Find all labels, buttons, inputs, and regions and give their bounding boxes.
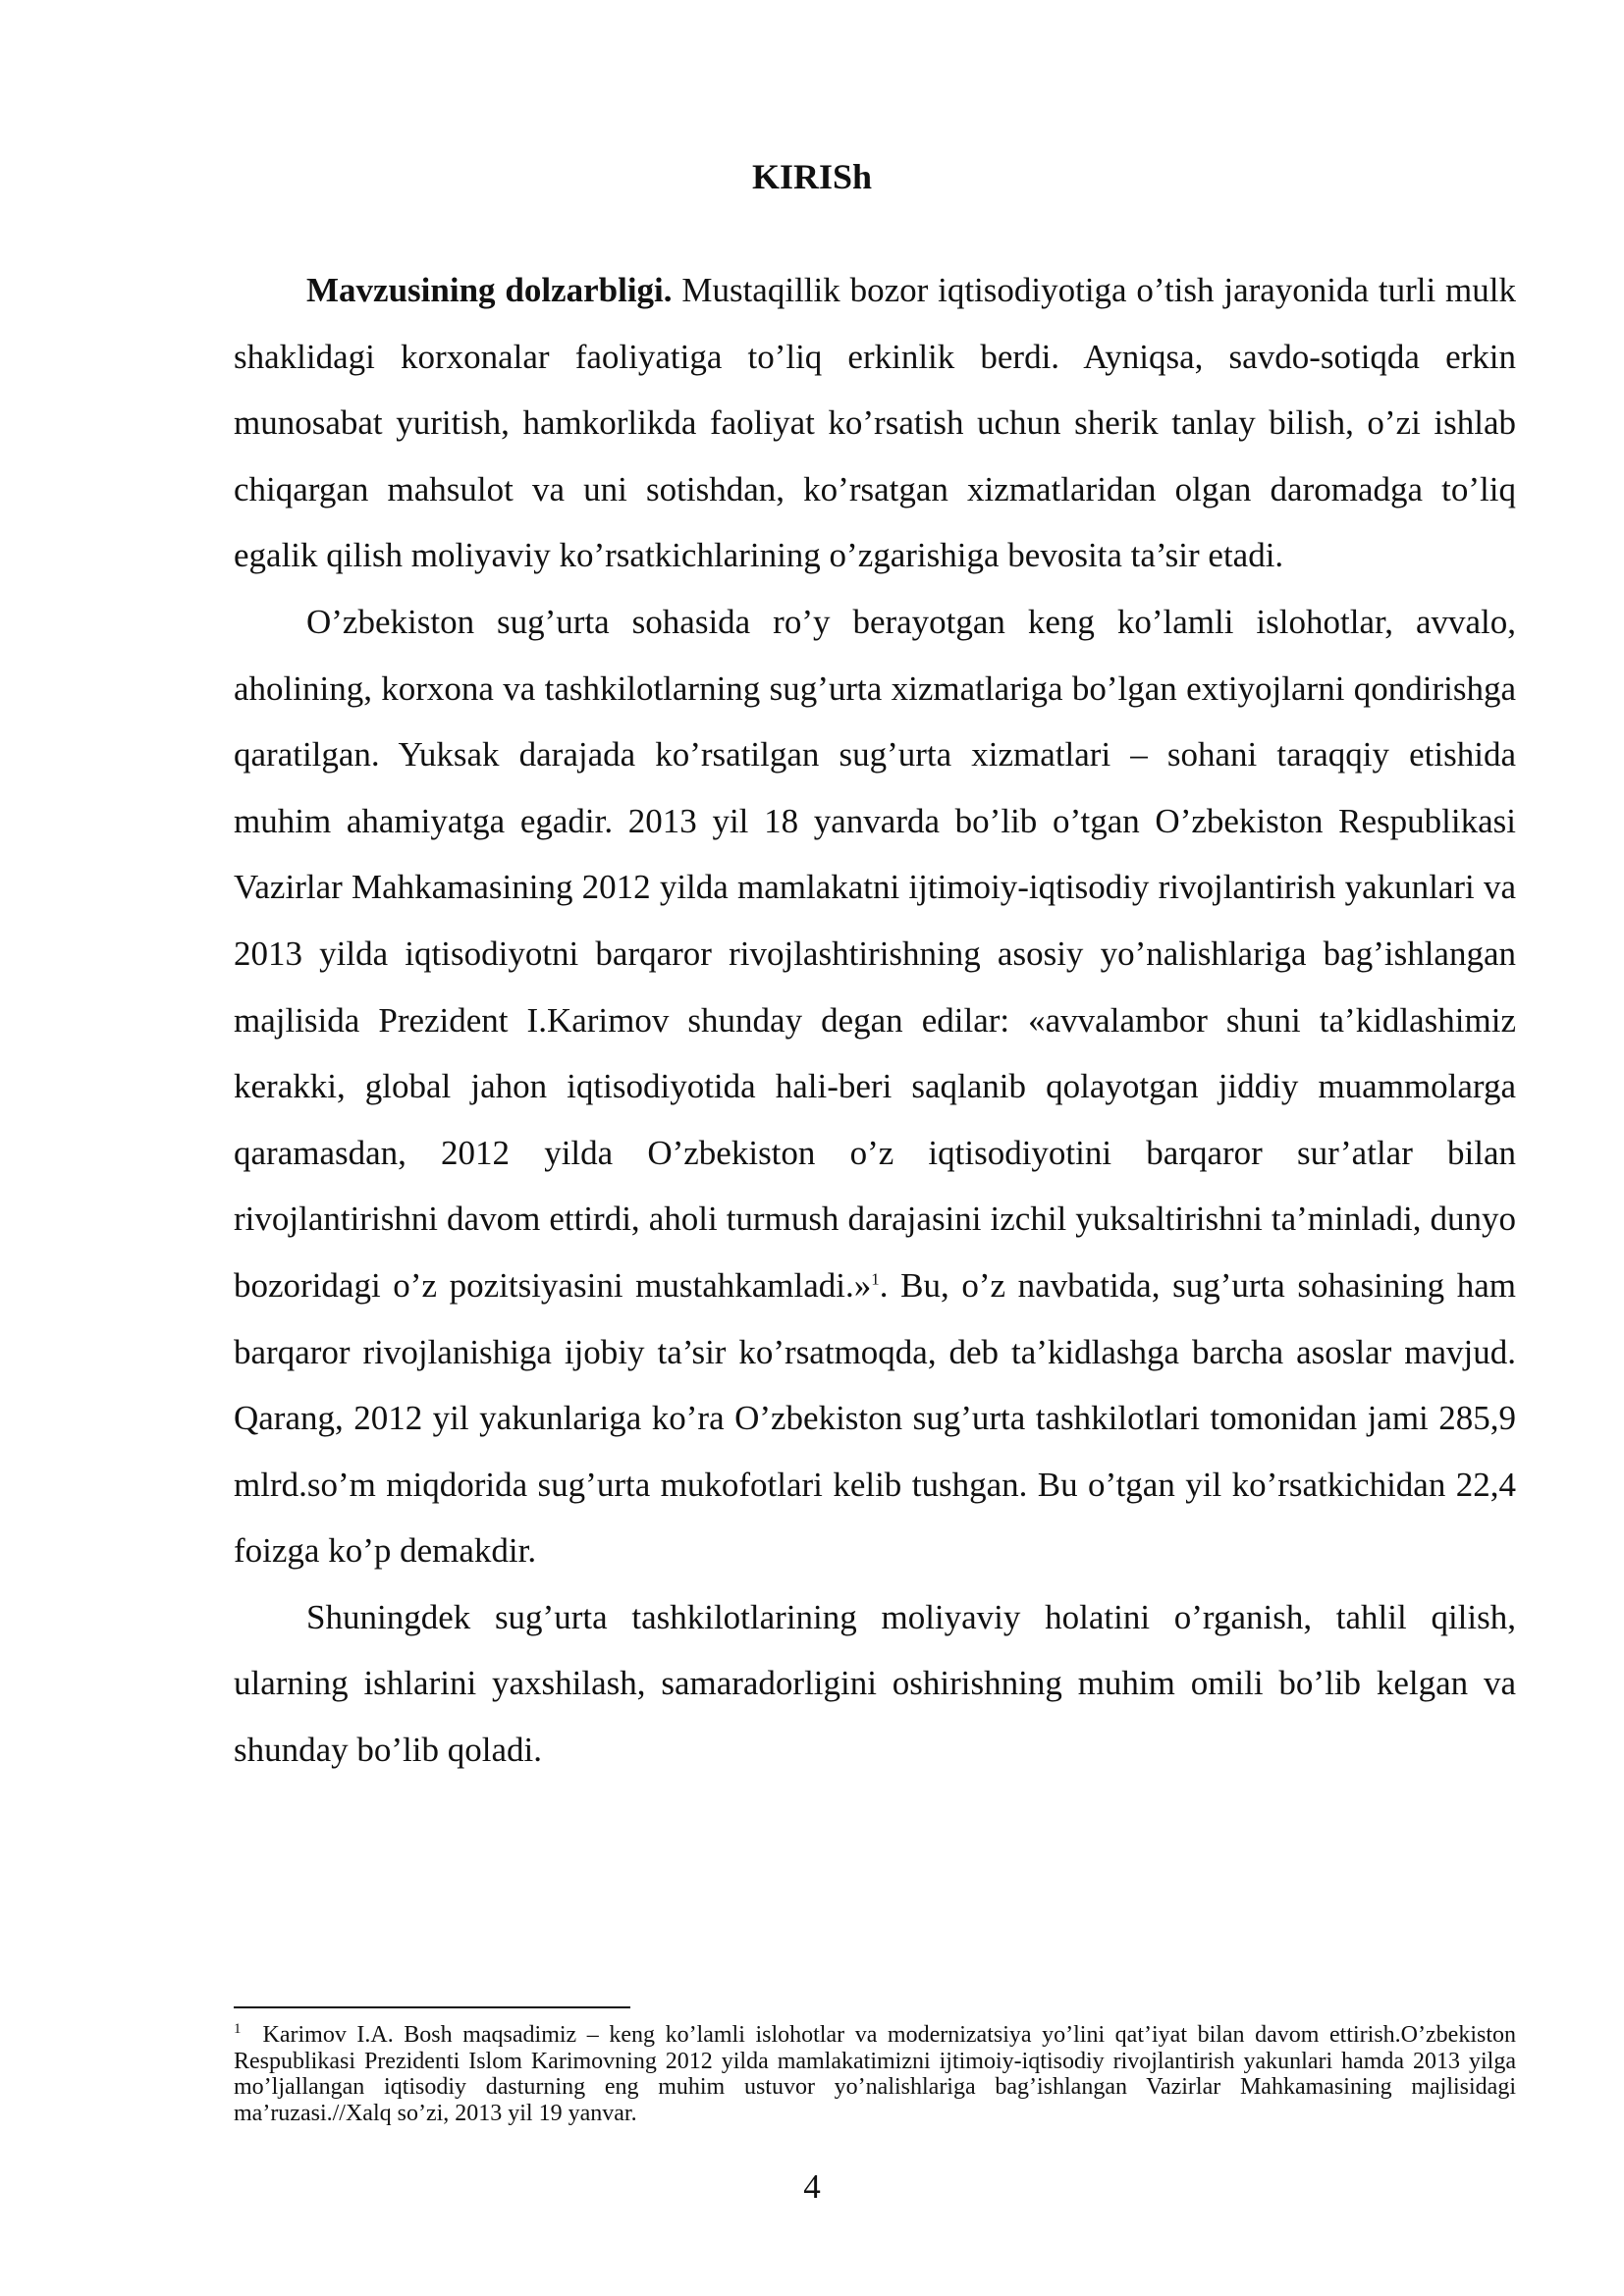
footnote-marker: 1 — [234, 2021, 242, 2037]
footnote-reference[interactable]: 1 — [871, 1269, 880, 1289]
paragraph-text: Shuningdek sug’urta tashkilotlarining moliyaviy holatini o’rganish, tahlil qilish, ularning ishlarini yaxshilash, samaradorligini oshirishning muhim omili bo’lib kelgan va shunday bo’lib qoladi. — [234, 1597, 1516, 1770]
page-number: 4 — [803, 2167, 821, 2206]
body-text — [234, 257, 1516, 1784]
paragraph-reforms — [234, 589, 1516, 1584]
section-title: KIRISh — [751, 157, 873, 196]
footnote-text: Karimov I.A. Bosh maqsadimiz – keng ko’lamli islohotlar va modernizatsiya yo’lini qat’iyat bilan davom ettirish.O’zbekiston Respublikasi Prezidenti Islom Karimovning 2012 yilda mamlakatimizni ijtimoiy-iqtisodiy rivojlantirish yakunlari hamda 2013 yilga mo’ljallangan iqtisodiy dasturning eng muhim ustuvor yo’nalishlariga bag’ishlangan Vazirlar Mahkamasining majlisidagi ma’ruzasi.//Xalq so’zi, 2013 yil 19 yanvar. — [234, 2022, 1516, 2126]
paragraph-text: O’zbekiston sug’urta sohasida ro’y berayotgan keng ko’lamli islohotlar, avvalo, aholining, korxona va tashkilotlarning sug’urta xizmatlariga bo’lgan extiyojlarni qondirishga qaratilgan. Yuksak darajada ko’rsatilgan sug’urta xizmatlari – sohani taraqqiy etishida muhim ahamiyatga egadir. 2013 yil 18 yanvarda bo’lib o’tgan O’zbekiston Respublikasi Vazirlar Mahkamasining 2012 yilda mamlakatni ijtimoiy-iqtisodiy rivojlantirish yakunlari va 2013 yilda iqtisodiyotni barqaror rivojlashtirishning asosiy yo’nalishlariga bag’ishlangan majlisida Prezident I.Karimov shunday degan edilar: «avvalambor shuni ta’kidlashimiz kerakki, global jahon iqtisodiyotida hali-beri saqlanib qolayotgan jiddiy muammolarga qaramasdan, 2012 yilda O’zbekiston o’z iqtisodiyotini barqaror sur’atlar bilan rivojlantirishni davom ettirdi, aholi turmush darajasini izchil yuksaltirishni ta’minladi, dunyo bozoridagi o’z pozitsiyasini mustahkamladi.» — [234, 602, 1516, 1305]
paragraph-text: Mustaqillik bozor iqtisodiyotiga o’tish jarayonida turli mulk shaklidagi korxonalar faoliyatiga to’liq erkinlik berdi. Ayniqsa, savdo-sotiqda erkin munosabat yuritish, hamkorlikda faoliyat ko’rsatish uchun sherik tanlay bilish, o’zi ishlab chiqargan mahsulot va uni sotishdan, ko’rsatgan xizmatlaridan olgan daromadga to’liq egalik qilish moliyaviy ko’rsatkichlarining o’zgarishiga bevosita ta’sir etadi. — [234, 271, 1516, 575]
paragraph-lead-heading: Mavzusining dolzarbligi. — [306, 271, 673, 309]
paragraph-relevance — [234, 257, 1516, 589]
paragraph-text: . Bu, o’z navbatida, sug’urta sohasining ham barqaror rivojlanishiga ijobiy ta’sir ko’rsatmoqda, deb ta’kidlashga barcha asoslar mavjud. Qarang, 2012 yil yakunlariga ko’ra O’zbekiston sug’urta tashkilotlari tomonidan jami 285,9 mlrd.so’m miqdorida sug’urta mukofotlari kelib tushgan. Bu o’tgan yil ko’rsatkichidan 22,4 foizga ko’p demakdir. — [234, 1265, 1517, 1571]
footnote — [234, 2022, 1516, 2126]
footnote-separator — [234, 2006, 630, 2008]
paragraph-conclusion — [234, 1584, 1516, 1784]
